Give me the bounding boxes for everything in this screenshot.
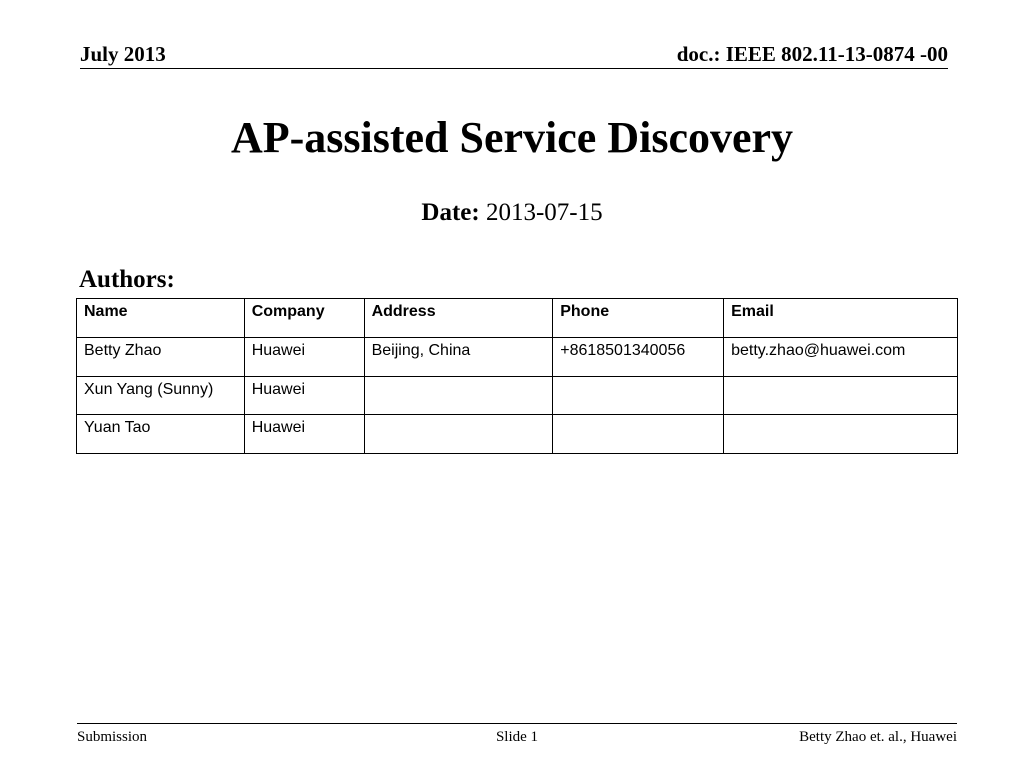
footer-slide-number: Slide 1 [495, 729, 539, 745]
footer-author: Betty Zhao et. al., Huawei [799, 729, 957, 745]
slide-title: AP-assisted Service Discovery [230, 113, 794, 162]
date-line [0, 199, 1024, 227]
column-header-email: Email [724, 299, 958, 338]
cell-email [724, 376, 958, 415]
date-label: Date: [421, 199, 480, 226]
header-date: July 2013 [80, 42, 166, 66]
date-value: 2013-07-15 [485, 199, 603, 226]
footer-submission: Submission [77, 729, 148, 745]
table-row [77, 376, 958, 415]
column-header-address: Address [364, 299, 553, 338]
table-row [77, 338, 958, 377]
cell-phone [553, 376, 724, 415]
cell-name: Betty Zhao [77, 338, 245, 377]
table-header-row [77, 299, 958, 338]
cell-name: Yuan Tao [77, 415, 245, 454]
column-header-phone: Phone [553, 299, 724, 338]
column-header-name: Name [77, 299, 245, 338]
column-header-company: Company [244, 299, 364, 338]
cell-email [724, 415, 958, 454]
slide-header [80, 40, 948, 69]
cell-address [364, 415, 553, 454]
cell-phone: +8618501340056 [553, 338, 724, 377]
cell-company: Huawei [244, 415, 364, 454]
cell-address [364, 376, 553, 415]
cell-company: Huawei [244, 376, 364, 415]
cell-company: Huawei [244, 338, 364, 377]
authors-table [76, 298, 958, 454]
slide-footer [77, 723, 957, 748]
cell-phone [553, 415, 724, 454]
authors-heading: Authors: [79, 266, 175, 293]
table-row [77, 415, 958, 454]
cell-address: Beijing, China [364, 338, 553, 377]
cell-name: Xun Yang (Sunny) [77, 376, 245, 415]
cell-email: betty.zhao@huawei.com [724, 338, 958, 377]
header-doc-id: doc.: IEEE 802.11-13-0874 -00 [676, 42, 948, 66]
